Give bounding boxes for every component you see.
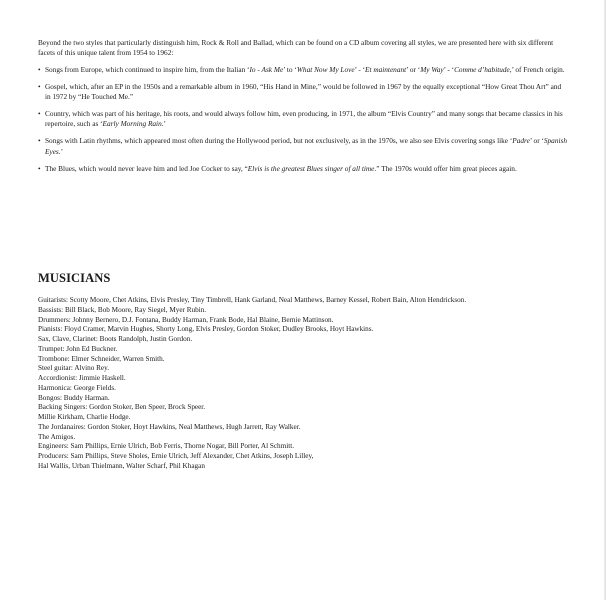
facet-gospel: [38, 82, 568, 103]
musician-line: Sax, Clave, Clarinet: Boots Randolph, Justin Gordon.: [38, 335, 193, 343]
musician-line: Accordionist: Jimmie Haskell.: [38, 374, 126, 382]
musician-line: Trumpet: John Ed Buckner.: [38, 344, 118, 353]
musician-line: Engineers: Sam Phillips, Ernie Ulrich, Bob Ferris, Thorne Nogar, Bill Porter, Al Schmitt.: [38, 442, 295, 451]
facet-text: ’ to ‘: [283, 64, 297, 74]
song-title: What Now My Love: [296, 64, 355, 74]
facet-text: The Blues, which would never leave him and led Joe Cocker to say, “: [45, 163, 248, 173]
musician-line: Pianists: Floyd Cramer, Marvin Hughes, Shorty Long, Elvis Presley, Gordon Stoker, Dudley Brooks, Hoyt Hawkins.: [38, 325, 374, 334]
musician-line: Bassists: Bill Black, Bob Moore, Ray Siegel, Myer Rubin.: [38, 305, 207, 314]
facet-text: Gospel, which, after an EP in the 1950s and a remarkable album in 1960, “His Hand in Mine,” would be followed in 1967 by the equally exceptional “How Great Thou Art” and in 1972 by “He Touched Me.”: [45, 81, 562, 102]
musician-line: Bongos: Buddy Harman.: [38, 393, 110, 402]
musician-line: Harmonica: George Fields.: [38, 383, 116, 392]
facet-text: ’ - ‘: [354, 64, 366, 74]
musician-line: Guitarists: Scotty Moore, Chet Atkins, Elvis Presley, Tiny Timbrell, Hank Garland, Neal Matthews, Barney Kessel, Robert Bain, Alton Hendrickson.: [38, 296, 467, 304]
facet-text: Songs with Latin rhythms, which appeared most often during the Hollywood period, but not exclusively, as in the 1970s, we also see Elvis covering songs like ‘: [45, 136, 513, 146]
musician-line: The Jordanaires: Gordon Stoker, Hoyt Hawkins, Neal Matthews, Hugh Jarrett, Ray Walker.: [38, 422, 301, 431]
song-title: Io - Ask Me: [249, 64, 284, 74]
facet-latin: [38, 136, 568, 157]
song-title: My Way: [420, 64, 444, 74]
facet-text: ’ - ‘: [443, 64, 455, 74]
facet-text: .” The 1970s would offer him great pieces again.: [374, 163, 517, 173]
facet-country: [38, 109, 568, 130]
song-title: Padre: [512, 136, 530, 146]
facet-blues: [38, 164, 568, 174]
musician-line: Hal Wallis, Urban Thielmann, Walter Scharf, Phil Khagan: [38, 461, 205, 470]
musician-line: Trombone: Elmer Schneider, Warren Smith.: [38, 354, 165, 363]
song-title: Comme d’habitude: [454, 64, 510, 74]
quote: Elvis is the greatest Blues singer of all time: [247, 163, 375, 173]
intro-paragraph: Beyond the two styles that particularly distinguish him, Rock & Roll and Ballad, which can be found on a CD album covering all styles, we are presented here with six different facets of this unique talent from 1954 to 1962:: [38, 38, 554, 58]
facet-text: ,’ of French origin.: [509, 64, 565, 74]
musicians-list: [38, 296, 578, 472]
musician-line: Millie Kirkham, Charlie Hodge.: [38, 413, 131, 421]
facet-text: .’: [161, 119, 166, 129]
musician-line: Backing Singers: Gordon Stoker, Ben Speer, Brock Speer.: [38, 403, 206, 412]
facet-text: ’ or ‘: [529, 136, 544, 146]
musician-line: Steel guitar: Alvino Rey.: [38, 364, 109, 373]
musician-line: Producers: Sam Phillips, Steve Sholes, Ernie Ulrich, Jeff Alexander, Chet Atkins, Joseph Lilley,: [38, 452, 314, 460]
liner-notes-text: [38, 38, 568, 181]
facet-text: .’: [58, 146, 64, 156]
facet-text: ’ or ‘: [406, 64, 421, 74]
musician-line: The Amigos.: [38, 432, 76, 441]
facet-europe: [38, 65, 568, 75]
style-facets-list: [38, 65, 568, 174]
song-title: Spanish Eyes: [45, 136, 567, 156]
facet-text: Country, which was part of his heritage, his roots, and would always follow him, even producing, in 1971, the album “Elvis Country” and many songs that became classics in his repertoire, such as ‘: [45, 109, 563, 129]
musician-line: Drummers: Johnny Bernero, D.J. Fontana, Buddy Harman, Frank Bode, Hal Blaine, Bernie Mattinson.: [38, 315, 334, 324]
song-title: Early Morning Rain: [102, 119, 162, 129]
facet-text: Songs from Europe, which continued to inspire him, from the Italian ‘: [45, 64, 250, 74]
song-title: Et maintenant: [365, 64, 407, 74]
musicians-heading: MUSICIANS: [38, 271, 111, 285]
